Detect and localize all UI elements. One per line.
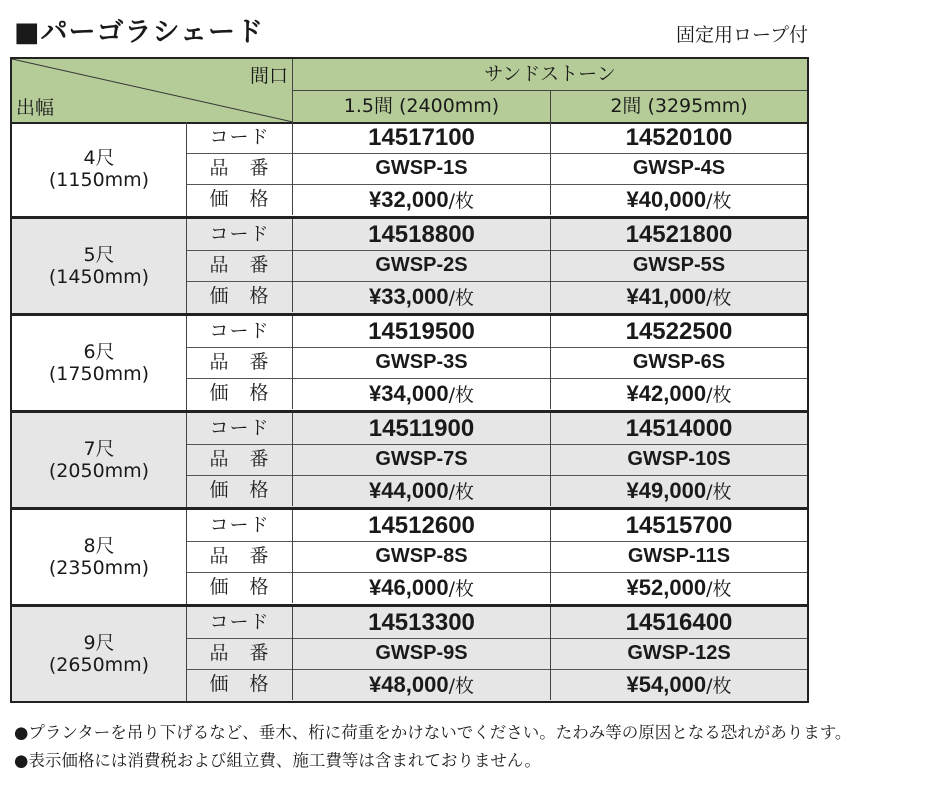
size-shaku: 4尺 xyxy=(83,147,115,169)
size-shaku: 5尺 xyxy=(83,244,115,266)
size-shaku: 9尺 xyxy=(83,632,115,654)
price-unit: /枚 xyxy=(448,384,474,406)
price-value: ¥41,000 xyxy=(626,284,707,309)
price-value: ¥32,000 xyxy=(369,187,449,212)
row-label-model: 品 番 xyxy=(187,347,293,378)
size-group xyxy=(12,219,807,316)
price-value: ¥33,000 xyxy=(369,284,449,309)
size-mm: (1750mm) xyxy=(48,363,150,385)
model-cell xyxy=(293,638,551,669)
size-shaku: 7尺 xyxy=(83,438,115,460)
size-shaku: 8尺 xyxy=(83,535,115,557)
table-row xyxy=(187,184,807,215)
price-cell xyxy=(551,281,807,312)
table-row xyxy=(187,316,807,348)
code-cell xyxy=(293,219,551,250)
model-value: GWSP-5S xyxy=(632,254,726,276)
width-label: 間口 xyxy=(249,65,288,87)
table-row xyxy=(187,669,807,700)
table-row xyxy=(187,122,807,154)
code-value: 14513300 xyxy=(368,609,475,636)
model-cell xyxy=(293,347,551,378)
table-row xyxy=(187,219,807,251)
row-label-price: 価 格 xyxy=(187,184,293,215)
column-header-1: 1.5間 (2400mm) xyxy=(293,90,551,122)
price-value: ¥40,000 xyxy=(626,187,707,212)
model-value: GWSP-10S xyxy=(627,448,731,470)
code-cell xyxy=(293,122,551,153)
code-value: 14515700 xyxy=(625,512,733,539)
code-cell xyxy=(551,510,807,541)
row-label-price: 価 格 xyxy=(187,281,293,312)
code-cell xyxy=(551,413,807,444)
model-cell xyxy=(293,153,551,184)
price-unit: /枚 xyxy=(706,384,732,406)
table-row xyxy=(187,378,807,409)
size-group xyxy=(12,607,807,701)
model-cell xyxy=(551,444,807,475)
row-label-price: 価 格 xyxy=(187,669,293,700)
size-mm: (2050mm) xyxy=(48,460,150,482)
size-mm: (1450mm) xyxy=(48,266,150,288)
price-unit: /枚 xyxy=(706,481,732,503)
rope-note: 固定用ロープ付 xyxy=(675,24,808,46)
code-cell xyxy=(293,607,551,638)
code-value: 14521800 xyxy=(625,221,733,248)
size-shaku: 6尺 xyxy=(83,341,115,363)
model-value: GWSP-3S xyxy=(375,351,468,373)
table-row xyxy=(187,638,807,670)
price-table xyxy=(10,57,809,703)
price-value: ¥42,000 xyxy=(626,381,707,406)
code-cell xyxy=(293,316,551,347)
table-row xyxy=(187,347,807,379)
table-row xyxy=(187,572,807,603)
row-label-code: コード xyxy=(187,219,293,250)
model-cell xyxy=(551,250,807,281)
model-value: GWSP-8S xyxy=(375,545,468,567)
price-unit: /枚 xyxy=(706,190,732,212)
price-value: ¥44,000 xyxy=(369,478,449,503)
price-unit: /枚 xyxy=(706,578,732,600)
code-value: 14516400 xyxy=(625,609,733,636)
model-cell xyxy=(551,153,807,184)
code-value: 14512600 xyxy=(368,512,475,539)
table-row xyxy=(187,541,807,573)
code-cell xyxy=(551,122,807,153)
table-row xyxy=(187,475,807,506)
code-cell xyxy=(293,510,551,541)
table-row xyxy=(187,510,807,542)
model-cell xyxy=(293,541,551,572)
price-cell xyxy=(551,475,807,506)
price-cell xyxy=(551,378,807,409)
price-cell xyxy=(293,184,551,215)
price-value: ¥48,000 xyxy=(369,672,449,697)
table-row xyxy=(187,250,807,282)
model-value: GWSP-12S xyxy=(627,642,731,664)
size-mm: (1150mm) xyxy=(48,169,150,191)
price-unit: /枚 xyxy=(448,578,474,600)
price-value: ¥46,000 xyxy=(369,575,449,600)
code-value: 14514000 xyxy=(625,415,733,442)
price-unit: /枚 xyxy=(448,287,474,309)
size-cell xyxy=(12,316,187,410)
row-label-model: 品 番 xyxy=(187,444,293,475)
price-cell xyxy=(293,669,551,700)
code-cell xyxy=(551,316,807,347)
table-row xyxy=(187,281,807,312)
size-cell xyxy=(12,219,187,313)
price-cell xyxy=(293,281,551,312)
price-cell xyxy=(293,475,551,506)
row-label-code: コード xyxy=(187,122,293,153)
price-value: ¥52,000 xyxy=(626,575,707,600)
price-cell xyxy=(551,184,807,215)
code-cell xyxy=(551,607,807,638)
row-label-code: コード xyxy=(187,316,293,347)
size-cell xyxy=(12,122,187,216)
row-label-model: 品 番 xyxy=(187,250,293,281)
model-cell xyxy=(551,347,807,378)
size-group xyxy=(12,413,807,510)
price-unit: /枚 xyxy=(706,287,732,309)
series-header: サンドストーン xyxy=(293,59,807,91)
page-title: ■パーゴラシェード xyxy=(14,17,264,48)
model-value: GWSP-6S xyxy=(632,351,726,373)
row-label-model: 品 番 xyxy=(187,638,293,669)
header-corner xyxy=(12,59,293,122)
price-cell xyxy=(551,572,807,603)
size-group xyxy=(12,510,807,607)
size-mm: (2650mm) xyxy=(48,654,150,676)
code-value: 14519500 xyxy=(368,318,475,345)
code-cell xyxy=(551,219,807,250)
row-label-code: コード xyxy=(187,607,293,638)
code-value: 14520100 xyxy=(625,124,733,151)
code-value: 14511900 xyxy=(368,415,475,442)
model-value: GWSP-11S xyxy=(627,545,731,567)
model-cell xyxy=(293,250,551,281)
table-row xyxy=(187,607,807,639)
model-value: GWSP-2S xyxy=(375,254,468,276)
row-label-code: コード xyxy=(187,510,293,541)
size-cell xyxy=(12,413,187,507)
model-cell xyxy=(551,638,807,669)
size-group xyxy=(12,316,807,413)
price-unit: /枚 xyxy=(448,675,474,697)
model-value: GWSP-7S xyxy=(375,448,468,470)
footnote-2: ●表示価格には消費税および組立費、施工費等は含まれておりません。 xyxy=(14,751,541,770)
size-cell xyxy=(12,510,187,604)
row-label-model: 品 番 xyxy=(187,541,293,572)
row-label-price: 価 格 xyxy=(187,378,293,409)
model-cell xyxy=(293,444,551,475)
code-value: 14522500 xyxy=(625,318,733,345)
code-value: 14518800 xyxy=(368,221,475,248)
price-unit: /枚 xyxy=(448,481,474,503)
table-row xyxy=(187,444,807,476)
size-group xyxy=(12,122,807,219)
price-value: ¥49,000 xyxy=(626,478,707,503)
price-unit: /枚 xyxy=(448,190,474,212)
code-cell xyxy=(293,413,551,444)
column-header-2: 2間 (3295mm) xyxy=(610,95,748,117)
price-value: ¥34,000 xyxy=(369,381,449,406)
size-cell xyxy=(12,607,187,701)
depth-label: 出幅 xyxy=(16,97,55,119)
row-label-price: 価 格 xyxy=(187,475,293,506)
row-label-price: 価 格 xyxy=(187,572,293,603)
table-header xyxy=(12,59,807,124)
row-label-code: コード xyxy=(187,413,293,444)
price-cell xyxy=(293,378,551,409)
price-value: ¥54,000 xyxy=(626,672,707,697)
table-row xyxy=(187,153,807,185)
footnote-1: ●プランターを吊り下げるなど、垂木、桁に荷重をかけないでください。たわみ等の原因となる恐れがあります。 xyxy=(14,723,852,742)
model-value: GWSP-1S xyxy=(375,157,468,179)
model-value: GWSP-9S xyxy=(375,642,468,664)
model-cell xyxy=(551,541,807,572)
price-unit: /枚 xyxy=(706,675,732,697)
model-value: GWSP-4S xyxy=(632,157,726,179)
code-value: 14517100 xyxy=(368,124,475,151)
row-label-model: 品 番 xyxy=(187,153,293,184)
size-mm: (2350mm) xyxy=(48,557,150,579)
price-cell xyxy=(293,572,551,603)
table-row xyxy=(187,413,807,445)
price-cell xyxy=(551,669,807,700)
